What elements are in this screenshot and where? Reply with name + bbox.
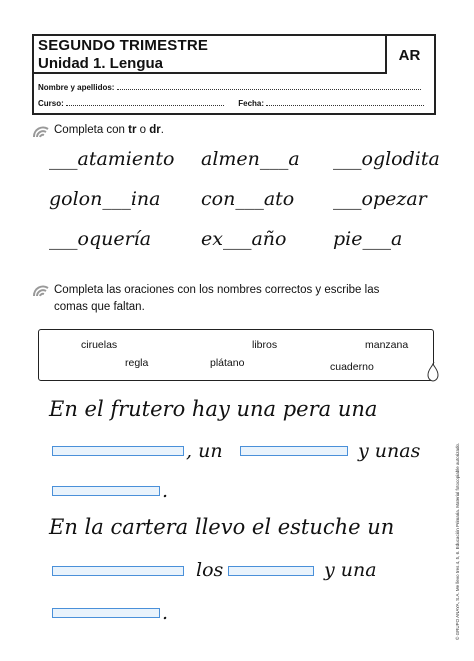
exercise-icon (32, 285, 50, 297)
word-item: ___opezar (333, 188, 427, 210)
trimester-title: SEGUNDO TRIMESTRE (38, 37, 209, 54)
sentence-1-end: . (162, 480, 169, 502)
word-bank-item: libros (252, 339, 278, 351)
title-block (34, 36, 387, 74)
course-label: Curso: (38, 99, 64, 108)
word-item: ___oglodita (333, 148, 440, 170)
level-code: AR (398, 46, 421, 64)
answer-field[interactable] (52, 566, 184, 576)
sentence-1-connector: y unas (358, 440, 421, 462)
exercise-icon (32, 126, 50, 138)
word-bank-item: ciruelas (81, 339, 118, 351)
word-bank-item: manzana (365, 339, 409, 351)
unit-subtitle: Unidad 1. Lengua (38, 55, 164, 72)
sentence-2-connector: los (196, 559, 224, 581)
header-box (32, 34, 436, 115)
word-bank-item: cuaderno (330, 361, 374, 373)
word-item: ex___año (201, 228, 287, 250)
word-item: ___atamiento (49, 148, 175, 170)
answer-field[interactable] (228, 566, 314, 576)
date-label: Fecha: (238, 99, 265, 108)
word-item: con___ato (201, 188, 295, 210)
exercise2-instruction-line2: comas que faltan. (54, 301, 145, 313)
course-row (38, 98, 424, 108)
course-field[interactable] (66, 98, 224, 106)
date-field[interactable] (266, 98, 424, 106)
pear-icon (425, 362, 441, 382)
exercise1-instruction: Completa con tr o dr. (54, 124, 164, 136)
copyright-note: © GRUPO ANAYA, S.A. Me llevo tres 4, 5, 6. Educación Primaria. Material fotocopiable autorizado. (455, 442, 460, 640)
exercise2-instruction-line1: Completa las oraciones con los nombres correctos y escribe las (54, 284, 380, 296)
word-bank-item: regla (125, 357, 149, 369)
word-bank (38, 329, 434, 381)
word-bank-item: plátano (210, 357, 245, 369)
word-item: ___oquería (49, 228, 152, 250)
answer-field[interactable] (240, 446, 348, 456)
word-item: golon___ina (49, 188, 161, 210)
word-item: almen___a (201, 148, 300, 170)
name-field[interactable] (117, 82, 421, 90)
answer-field[interactable] (52, 486, 160, 496)
answer-field[interactable] (52, 608, 160, 618)
name-row (38, 82, 421, 92)
sentence-2: En la cartera llevo el estuche un (49, 515, 395, 539)
sentence-2-connector: y una (324, 559, 377, 581)
word-item: pie___a (333, 228, 403, 250)
name-label: Nombre y apellidos: (38, 83, 115, 92)
sentence-2-end: . (162, 602, 169, 624)
answer-field[interactable] (52, 446, 184, 456)
sentence-1: En el frutero hay una pera una (49, 397, 378, 421)
sentence-1-connector: , un (186, 440, 223, 462)
